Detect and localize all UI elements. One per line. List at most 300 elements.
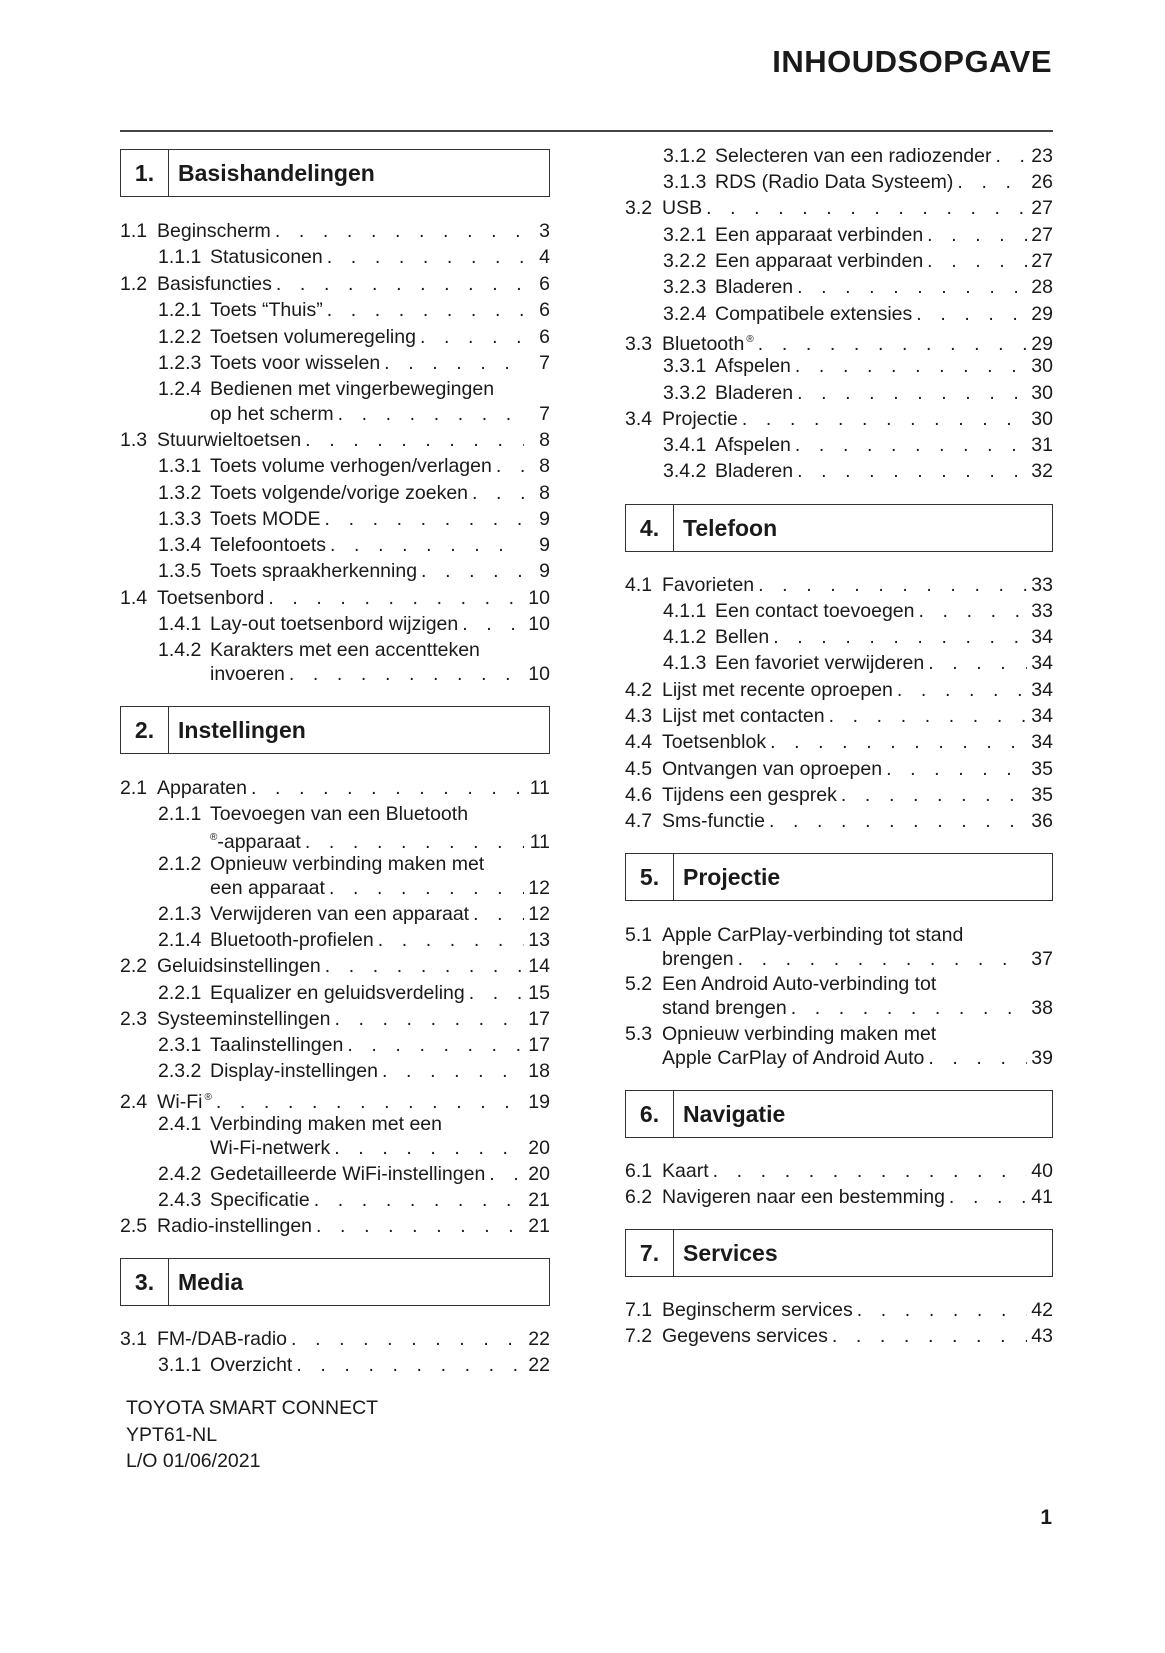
chapter-number: 7.: [626, 1230, 674, 1276]
toc-entry-title: Opnieuw verbinding maken met: [210, 853, 485, 875]
toc-entry-number: 1.2.1: [158, 299, 202, 321]
toc-entry-number: 3.1.2: [663, 145, 707, 167]
dot-leader: [832, 1323, 1027, 1349]
dot-leader: [829, 703, 1027, 729]
toc-entry-page: 17: [528, 1034, 550, 1056]
toc-entry-4-4[interactable]: [625, 729, 1053, 755]
toc-entry-number: 1.1: [120, 220, 148, 242]
toc-entry-page: 35: [1031, 784, 1053, 806]
toc-entry-5-3-cont[interactable]: [625, 1045, 1053, 1071]
toc-entry-title: Toetsen volumeregeling: [210, 326, 416, 348]
toc-entry-page: 19: [528, 1091, 550, 1113]
toc-entry-2-1-2[interactable]: [120, 851, 550, 877]
toc-entry-1-1-1[interactable]: [120, 244, 550, 270]
toc-entry-2-4-1-cont[interactable]: [120, 1135, 550, 1161]
toc-entry-2-4-3[interactable]: [120, 1187, 550, 1213]
toc-entry-title: Bluetooth-profielen: [210, 929, 374, 951]
toc-entry-page: 17: [528, 1008, 550, 1030]
toc-entry-title-cont: Apple CarPlay of Android Auto: [662, 1047, 925, 1069]
chapter-number: 6.: [626, 1091, 674, 1137]
toc-entry-title: Equalizer en geluidsverdeling: [210, 982, 465, 1004]
toc-entry-3-2-1[interactable]: [625, 222, 1053, 248]
dot-leader: [327, 244, 524, 270]
toc-entry-3-1-1[interactable]: [120, 1352, 550, 1378]
toc-entry-3-2-2[interactable]: [625, 248, 1053, 274]
toc-entry-number: 2.4.3: [158, 1189, 202, 1211]
toc-entry-title: Lijst met recente oproepen: [662, 679, 893, 701]
toc-entry-2-4[interactable]: [120, 1085, 550, 1111]
toc-entry-1-4[interactable]: [120, 585, 550, 611]
toc-entry-2-2[interactable]: [120, 953, 550, 979]
toc-entry-number: 4.1.1: [663, 600, 707, 622]
toc-entry-number: 2.4.2: [158, 1163, 202, 1185]
toc-entry-page: 20: [528, 1163, 550, 1185]
toc-entry-4-2[interactable]: [625, 677, 1053, 703]
toc-entry-title: Taalinstellingen: [210, 1034, 344, 1056]
chapter-number: 2.: [121, 707, 169, 753]
toc-entry-title: Afspelen: [715, 355, 791, 377]
toc-entry-title: Karakters met een accentteken: [210, 639, 480, 661]
dot-leader: [742, 406, 1027, 432]
toc-entry-number: 4.2: [625, 679, 653, 701]
toc-entry-page: 10: [528, 613, 550, 635]
toc-entry-title: Een Android Auto-verbinding tot: [662, 973, 937, 995]
toc-entry-6-2[interactable]: [625, 1184, 1053, 1210]
toc-entry-number: 2.1.4: [158, 929, 202, 951]
toc-entry-number: 6.1: [625, 1160, 653, 1182]
toc-entry-number: 3.3.2: [663, 382, 707, 404]
toc-entry-page: 29: [1031, 303, 1053, 325]
toc-entry-number: 3.3: [625, 333, 653, 355]
toc-entry-1-3-2[interactable]: [120, 480, 550, 506]
toc-entry-6-1[interactable]: [625, 1158, 1053, 1184]
toc-entry-1-2-3[interactable]: [120, 350, 550, 376]
toc-entry-number: 2.1: [120, 777, 148, 799]
toc-entry-page: 21: [528, 1189, 550, 1211]
toc-entry-number: 4.1.3: [663, 652, 707, 674]
toc-entry-number: 1.4.1: [158, 613, 202, 635]
toc-entry-1-2-4[interactable]: [120, 376, 550, 402]
toc-entry-4-1[interactable]: [625, 572, 1053, 598]
toc-entry-2-3-2[interactable]: [120, 1058, 550, 1084]
toc-entry-title: Bladeren: [715, 460, 794, 482]
toc-entry-1-2-1[interactable]: [120, 297, 550, 323]
dot-leader: [329, 875, 524, 901]
toc-entry-number: 1.3.2: [158, 482, 202, 504]
toc-entry-number: 2.2.1: [158, 982, 202, 1004]
toc-entry-number: 1.2.4: [158, 378, 202, 400]
toc-entry-title: Ontvangen van oproepen: [662, 758, 883, 780]
dot-leader: [857, 1297, 1027, 1323]
dot-leader: [927, 222, 1027, 248]
toc-entry-1-4-2[interactable]: [120, 637, 550, 663]
toc-entry-number: 3.1.3: [663, 171, 707, 193]
chapter-number: 5.: [626, 854, 674, 900]
toc-entry-number: 4.5: [625, 758, 653, 780]
registered-mark: ®: [210, 832, 218, 843]
dot-leader: [995, 143, 1027, 169]
toc-entry-1-2-2[interactable]: [120, 324, 550, 350]
dot-leader: [472, 480, 524, 506]
toc-entry-7-2[interactable]: [625, 1323, 1053, 1349]
dot-leader: [927, 248, 1027, 274]
dot-leader: [251, 775, 524, 801]
toc-entry-page: 43: [1031, 1325, 1053, 1347]
dot-leader: [791, 995, 1027, 1021]
dot-leader: [706, 195, 1027, 221]
toc-entry-5-1[interactable]: [625, 922, 1053, 948]
toc-entry-title: Display-instellingen: [210, 1060, 378, 1082]
toc-entry-1-3-4[interactable]: [120, 532, 550, 558]
toc-entry-page: 7: [539, 403, 550, 425]
toc-entry-number: 4.6: [625, 784, 653, 806]
toc-entry-2-1[interactable]: [120, 775, 550, 801]
toc-entry-page: 26: [1031, 171, 1053, 193]
toc-entry-number: 4.1: [625, 574, 653, 596]
toc-entry-number: 4.4: [625, 731, 653, 753]
toc-entry-page: 18: [528, 1060, 550, 1082]
dot-leader: [795, 353, 1027, 379]
toc-entry-number: 1.2.3: [158, 352, 202, 374]
toc-entry-title: Verwijderen van een apparaat: [210, 903, 470, 925]
toc-entry-number: 2.3: [120, 1008, 148, 1030]
chapter-header-5[interactable]: [625, 853, 1053, 901]
dot-leader: [334, 1006, 524, 1032]
toc-entry-page: 22: [528, 1354, 550, 1376]
dot-leader: [957, 169, 1027, 195]
toc-entry-number: 2.3.1: [158, 1034, 202, 1056]
registered-mark: ®: [204, 1092, 212, 1103]
toc-entry-1-3-5[interactable]: [120, 558, 550, 584]
toc-entry-number: 2.2: [120, 955, 148, 977]
toc-entry-2-1-4[interactable]: [120, 927, 550, 953]
chapter-title: Navigatie: [683, 1100, 786, 1127]
toc-entry-title: Basisfuncties: [157, 273, 272, 295]
toc-entry-title: Toets volgende/vorige zoeken: [210, 482, 469, 504]
toc-entry-title: FM-/DAB-radio: [157, 1328, 288, 1350]
dot-leader: [770, 729, 1027, 755]
toc-entry-2-1-1-cont[interactable]: [120, 825, 550, 851]
dot-leader: [384, 350, 524, 376]
toc-entry-3-2[interactable]: [625, 195, 1053, 221]
dot-leader: [797, 274, 1027, 300]
chapter-title: Media: [178, 1268, 244, 1295]
toc-entry-title: Gedetailleerde WiFi-instellingen: [210, 1163, 486, 1185]
toc-entry-number: 3.2.3: [663, 276, 707, 298]
toc-entry-title: Toets volume verhogen/verlagen: [210, 455, 492, 477]
dot-leader: [769, 808, 1027, 834]
dot-leader: [291, 1326, 524, 1352]
chapter-title: Basishandelingen: [178, 159, 375, 186]
toc-entry-1-3-3[interactable]: [120, 506, 550, 532]
toc-entry-number: 5.2: [625, 973, 653, 995]
toc-entry-4-1-3[interactable]: [625, 650, 1053, 676]
toc-entry-page: 40: [1031, 1160, 1053, 1182]
toc-entry-3-1-2[interactable]: [625, 143, 1053, 169]
toc-entry-title: Overzicht: [210, 1354, 293, 1376]
dot-leader: [334, 1135, 524, 1161]
toc-entry-title: Toets “Thuis”: [210, 299, 323, 321]
toc-entry-number: 1.3.3: [158, 508, 202, 530]
toc-entry-title: Beginscherm services: [662, 1299, 853, 1321]
toc-entry-page: 4: [539, 246, 550, 268]
toc-entry-page: 10: [528, 663, 550, 685]
toc-entry-title: Toets voor wisselen: [210, 352, 381, 374]
toc-entry-title: Een apparaat verbinden: [715, 250, 924, 272]
toc-entry-title: Stuurwieltoetsen: [157, 429, 302, 451]
toc-entry-title: Projectie: [662, 408, 738, 430]
page-title: INHOUDSOPGAVE: [772, 44, 1052, 79]
toc-entry-number: 1.2.2: [158, 326, 202, 348]
dot-leader: [305, 427, 524, 453]
chapter-title: Instellingen: [178, 716, 306, 743]
toc-entry-page: 6: [539, 273, 550, 295]
toc-entry-title: Tijdens een gesprek: [662, 784, 837, 806]
toc-entry-page: 30: [1031, 408, 1053, 430]
dot-leader: [268, 585, 524, 611]
toc-entry-number: 5.1: [625, 924, 653, 946]
toc-entry-number: 2.1.1: [158, 803, 202, 825]
toc-entry-page: 31: [1031, 434, 1053, 456]
toc-entry-title: Opnieuw verbinding maken met: [662, 1023, 937, 1045]
toc-entry-2-4-1[interactable]: [120, 1111, 550, 1137]
toc-entry-page: 7: [539, 352, 550, 374]
toc-entry-page: 11: [529, 777, 550, 799]
toc-entry-number: 4.3: [625, 705, 653, 727]
chapter-header-3[interactable]: [120, 1258, 550, 1306]
toc-entry-2-5[interactable]: [120, 1213, 550, 1239]
toc-entry-page: 10: [528, 587, 550, 609]
dot-leader: [773, 624, 1027, 650]
toc-entry-page: 9: [539, 508, 550, 530]
dot-leader: [713, 1158, 1027, 1184]
dot-leader: [421, 558, 524, 584]
toc-entry-3-2-4[interactable]: [625, 301, 1053, 327]
toc-entry-3-2-3[interactable]: [625, 274, 1053, 300]
dot-leader: [316, 1213, 524, 1239]
toc-entry-2-3-1[interactable]: [120, 1032, 550, 1058]
toc-entry-number: 1.4: [120, 587, 148, 609]
dot-leader: [473, 901, 524, 927]
dot-leader: [462, 611, 524, 637]
toc-entry-page: 38: [1031, 997, 1053, 1019]
toc-entry-page: 34: [1031, 679, 1053, 701]
dot-leader: [314, 1187, 524, 1213]
toc-entry-title-cont: brengen: [662, 948, 734, 970]
document-code: YPT61-NL: [126, 1423, 218, 1446]
toc-entry-page: 33: [1031, 574, 1053, 596]
dot-leader: [949, 1184, 1027, 1210]
dot-leader: [797, 380, 1027, 406]
toc-entry-page: 27: [1031, 224, 1053, 246]
chapter-title: Services: [683, 1239, 778, 1266]
toc-entry-3-1-3[interactable]: [625, 169, 1053, 195]
toc-entry-title: Radio-instellingen: [157, 1215, 313, 1237]
toc-entry-title-cont: Wi-Fi-netwerk: [210, 1137, 331, 1159]
toc-entry-number: 3.4.2: [663, 460, 707, 482]
toc-entry-2-1-2-cont[interactable]: [120, 875, 550, 901]
layout-date: L/O 01/06/2021: [126, 1450, 261, 1472]
toc-entry-5-3[interactable]: [625, 1021, 1053, 1047]
toc-entry-number: 1.4.2: [158, 639, 202, 661]
toc-entry-number: 1.3.1: [158, 455, 202, 477]
dot-leader: [347, 1032, 524, 1058]
dot-leader: [276, 271, 524, 297]
chapter-header-2[interactable]: [120, 706, 550, 754]
toc-entry-4-5[interactable]: [625, 756, 1053, 782]
toc-entry-page: 6: [539, 326, 550, 348]
dot-leader: [382, 1058, 524, 1084]
toc-entry-number: 1.1.1: [158, 246, 202, 268]
toc-entry-title: Lijst met contacten: [662, 705, 825, 727]
toc-entry-1-4-1[interactable]: [120, 611, 550, 637]
toc-entry-page: 34: [1031, 626, 1053, 648]
toc-entry-page: 12: [528, 903, 550, 925]
toc-entry-title: Apple CarPlay-verbinding tot stand: [662, 924, 964, 946]
dot-leader: [496, 453, 524, 479]
toc-entry-title: Wi-Fi ®: [157, 1091, 212, 1113]
toc-entry-number: 1.3.4: [158, 534, 202, 556]
toc-entry-number: 2.1.3: [158, 903, 202, 925]
toc-entry-page: 36: [1031, 810, 1053, 832]
toc-entry-page: 21: [528, 1215, 550, 1237]
title-divider: [120, 130, 1053, 132]
toc-entry-title: Navigeren naar een bestemming: [662, 1186, 945, 1208]
toc-entry-number: 3.4.1: [663, 434, 707, 456]
toc-entry-1-1[interactable]: [120, 218, 550, 244]
toc-entry-title: Compatibele extensies: [715, 303, 913, 325]
toc-entry-number: 2.1.2: [158, 853, 202, 875]
toc-entry-title: Toetsenblok: [662, 731, 767, 753]
toc-entry-2-4-2[interactable]: [120, 1161, 550, 1187]
dot-leader: [797, 458, 1027, 484]
toc-entry-title: Bladeren: [715, 382, 794, 404]
toc-entry-page: 39: [1031, 1047, 1053, 1069]
toc-entry-page: 34: [1031, 705, 1053, 727]
toc-entry-page: 14: [528, 955, 550, 977]
toc-entry-number: 7.1: [625, 1299, 653, 1321]
toc-entry-number: 2.4: [120, 1091, 148, 1113]
toc-entry-title-cont: invoeren: [210, 663, 285, 685]
toc-entry-3-3[interactable]: [625, 327, 1053, 353]
toc-entry-number: 3.2: [625, 197, 653, 219]
toc-entry-4-7[interactable]: [625, 808, 1053, 834]
toc-entry-page: 22: [528, 1328, 550, 1350]
toc-entry-page: 42: [1031, 1299, 1053, 1321]
toc-entry-number: 6.2: [625, 1186, 653, 1208]
dot-leader: [897, 677, 1027, 703]
toc-entry-3-4[interactable]: [625, 406, 1053, 432]
toc-entry-1-3-1[interactable]: [120, 453, 550, 479]
dot-leader: [841, 782, 1027, 808]
toc-entry-page: 12: [528, 877, 550, 899]
toc-entry-title: Specificatie: [210, 1189, 310, 1211]
toc-entry-title: USB: [662, 197, 703, 219]
toc-entry-5-1-cont[interactable]: [625, 946, 1053, 972]
dot-leader: [916, 301, 1027, 327]
toc-entry-7-1[interactable]: [625, 1297, 1053, 1323]
toc-entry-3-3-1[interactable]: [625, 353, 1053, 379]
toc-entry-number: 5.3: [625, 1023, 653, 1045]
toc-entry-page: 15: [528, 982, 550, 1004]
dot-leader: [275, 218, 524, 244]
toc-entry-page: 27: [1031, 197, 1053, 219]
toc-entry-number: 3.4: [625, 408, 653, 430]
dot-leader: [327, 297, 524, 323]
toc-entry-number: 4.1.2: [663, 626, 707, 648]
chapter-number: 1.: [121, 150, 169, 196]
toc-entry-1-2-4-cont[interactable]: [120, 401, 550, 427]
chapter-header-7[interactable]: [625, 1229, 1053, 1277]
dot-leader: [489, 1161, 524, 1187]
toc-entry-2-3[interactable]: [120, 1006, 550, 1032]
toc-entry-title: Een favoriet verwijderen: [715, 652, 925, 674]
toc-entry-1-4-2-cont[interactable]: [120, 661, 550, 687]
toc-entry-title: Selecteren van een radiozender: [715, 145, 992, 167]
toc-entry-title: Bladeren: [715, 276, 794, 298]
toc-entry-title: RDS (Radio Data Systeem): [715, 171, 954, 193]
toc-entry-title-cont: ®-apparaat: [210, 831, 301, 853]
toc-entry-page: 20: [528, 1137, 550, 1159]
toc-entry-3-4-2[interactable]: [625, 458, 1053, 484]
toc-entry-title: Systeeminstellingen: [157, 1008, 331, 1030]
toc-entry-title-cont: stand brengen: [662, 997, 787, 1019]
toc-entry-page: 34: [1031, 652, 1053, 674]
toc-entry-3-3-2[interactable]: [625, 380, 1053, 406]
toc-entry-title: Favorieten: [662, 574, 755, 596]
toc-entry-page: 23: [1031, 145, 1053, 167]
chapter-header-1[interactable]: [120, 149, 550, 197]
toc-entry-4-1-1[interactable]: [625, 598, 1053, 624]
toc-entry-5-2-cont[interactable]: [625, 995, 1053, 1021]
toc-entry-2-1-3[interactable]: [120, 901, 550, 927]
toc-entry-4-1-2[interactable]: [625, 624, 1053, 650]
toc-entry-page: 32: [1031, 460, 1053, 482]
toc-entry-1-3[interactable]: [120, 427, 550, 453]
toc-entry-page: 13: [528, 929, 550, 951]
dot-leader: [795, 432, 1027, 458]
toc-entry-2-1-1[interactable]: [120, 801, 550, 827]
toc-entry-title: Geluidsinstellingen: [157, 955, 321, 977]
chapter-header-4[interactable]: [625, 504, 1053, 552]
chapter-header-6[interactable]: [625, 1090, 1053, 1138]
toc-entry-title: Telefoontoets: [210, 534, 327, 556]
toc-entry-number: 3.1.1: [158, 1354, 202, 1376]
toc-entry-title: Toetsenbord: [157, 587, 265, 609]
dot-leader: [928, 1045, 1027, 1071]
toc-entry-page: 30: [1031, 382, 1053, 404]
toc-entry-page: 6: [539, 299, 550, 321]
toc-entry-4-6[interactable]: [625, 782, 1053, 808]
toc-entry-page: 27: [1031, 250, 1053, 272]
dot-leader: [296, 1352, 524, 1378]
toc-entry-number: 3.2.1: [663, 224, 707, 246]
toc-entry-number: 3.1: [120, 1328, 148, 1350]
chapter-title: Projectie: [683, 863, 781, 890]
toc-entry-2-2-1[interactable]: [120, 980, 550, 1006]
dot-leader: [420, 324, 524, 350]
toc-entry-title: Bellen: [715, 626, 770, 648]
toc-entry-5-2[interactable]: [625, 971, 1053, 997]
toc-entry-3-4-1[interactable]: [625, 432, 1053, 458]
toc-entry-1-2[interactable]: [120, 271, 550, 297]
toc-entry-number: 1.3.5: [158, 560, 202, 582]
toc-entry-page: 37: [1031, 948, 1053, 970]
toc-entry-3-1[interactable]: [120, 1326, 550, 1352]
toc-entry-number: 2.5: [120, 1215, 148, 1237]
chapter-number: 3.: [121, 1259, 169, 1305]
toc-entry-4-3[interactable]: [625, 703, 1053, 729]
